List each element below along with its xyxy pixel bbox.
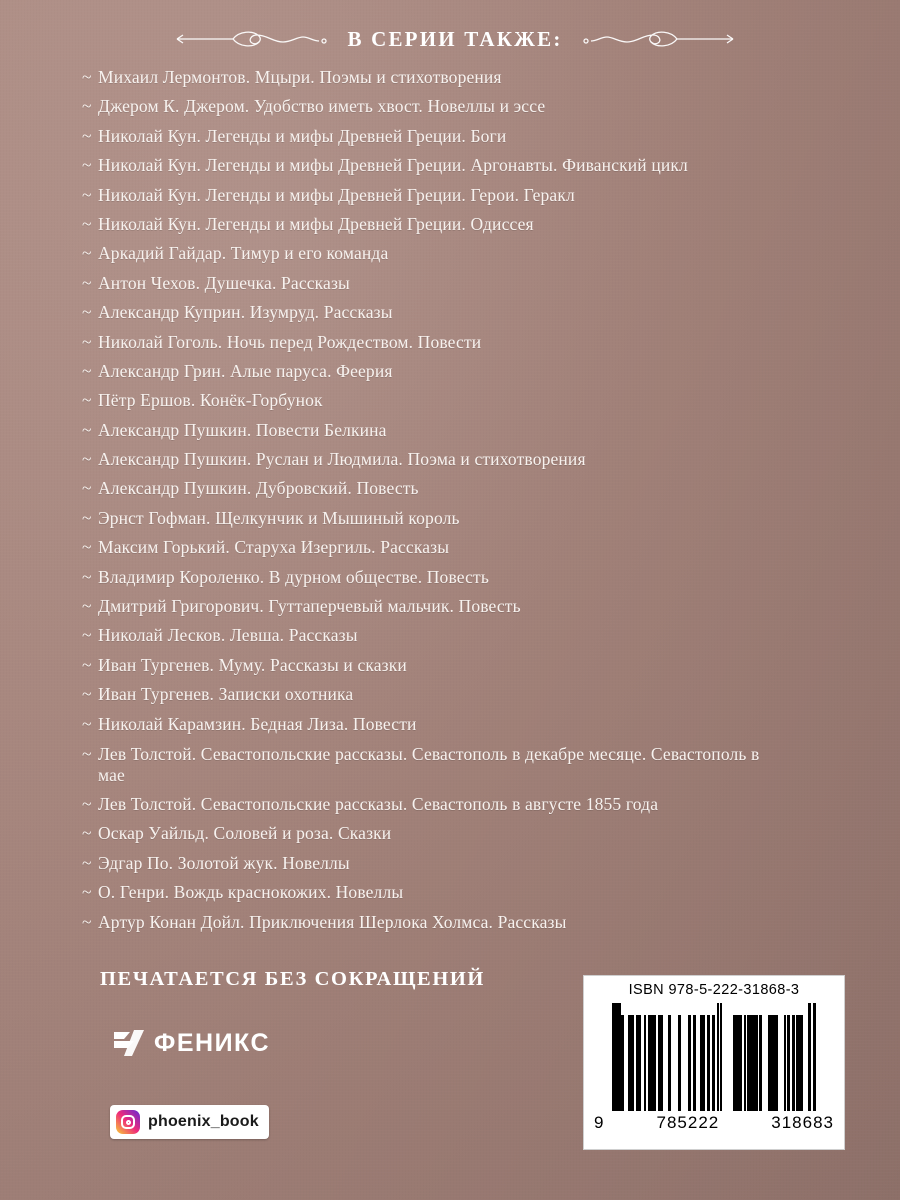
ean-group-1: 785222 [656, 1113, 720, 1132]
barcode-bars [592, 1003, 836, 1111]
list-item-label: Артур Конан Дойл. Приключения Шерлока Холмса. Рассказы [98, 911, 567, 932]
social-handle: phoenix_book [148, 1113, 259, 1130]
list-bullet: ~ [82, 537, 92, 558]
list-item-label: Михаил Лермонтов. Мцыри. Поэмы и стихотворения [98, 67, 502, 87]
list-bullet: ~ [82, 419, 92, 440]
list-item [82, 507, 860, 528]
list-item [82, 793, 860, 814]
list-bullet: ~ [82, 449, 92, 470]
list-item [82, 713, 860, 734]
list-item [82, 654, 860, 675]
list-item [82, 360, 860, 381]
list-bullet: ~ [82, 155, 92, 176]
list-item-label: Николай Кун. Легенды и мифы Древней Греции. Боги [98, 125, 507, 146]
list-item-label: Джером К. Джером. Удобство иметь хвост. Новеллы и эссе [98, 96, 546, 117]
list-bullet: ~ [82, 390, 92, 411]
list-item-label: Аркадий Гайдар. Тимур и его команда [98, 243, 389, 264]
list-item-label: Александр Куприн. Изумруд. Рассказы [98, 302, 393, 323]
list-bullet: ~ [82, 360, 92, 381]
list-item-label: Максим Горький. Старуха Изергиль. Рассказы [98, 537, 450, 558]
list-item [82, 625, 860, 646]
list-bullet: ~ [82, 743, 92, 764]
list-bullet: ~ [82, 823, 92, 844]
list-item [82, 478, 860, 499]
list-bullet: ~ [82, 213, 92, 234]
list-item-label: Николай Гоголь. Ночь перед Рождеством. Повести [98, 331, 482, 352]
list-item-label: Николай Карамзин. Бедная Лиза. Повести [98, 713, 417, 734]
list-item [82, 125, 860, 146]
list-item-label: Лев Толстой. Севастопольские рассказы. Севастополь в августе 1855 года [98, 793, 659, 814]
list-bullet: ~ [82, 684, 92, 705]
flourish-ornament-left-icon [173, 26, 333, 52]
list-item [82, 449, 860, 470]
barcode-block [583, 975, 845, 1150]
list-bullet: ~ [82, 67, 92, 87]
list-bullet: ~ [82, 793, 92, 814]
list-bullet: ~ [82, 302, 92, 323]
list-bullet: ~ [82, 96, 92, 117]
list-item [82, 96, 860, 117]
list-item-label: Иван Тургенев. Записки охотника [98, 684, 354, 705]
list-item-label: Александр Пушкин. Дубровский. Повесть [98, 478, 419, 499]
list-item-label: Лев Толстой. Севастопольские рассказы. Севастополь в декабре месяце. Севастополь в мае [98, 743, 760, 785]
list-item-label: Александр Грин. Алые паруса. Феерия [98, 360, 393, 381]
list-item [82, 852, 860, 873]
list-item [82, 155, 860, 176]
series-list [82, 67, 860, 942]
list-bullet: ~ [82, 478, 92, 499]
list-item-label: Антон Чехов. Душечка. Рассказы [98, 272, 350, 293]
list-item [82, 684, 860, 705]
isbn-label: ISBN 978-5-222-31868-3 [628, 982, 800, 998]
phoenix-logo-icon [112, 1028, 146, 1058]
publisher-block [112, 1028, 270, 1058]
list-item-label: Николай Кун. Легенды и мифы Древней Греции. Герои. Геракл [98, 184, 575, 205]
list-item-label: Иван Тургенев. Муму. Рассказы и сказки [98, 654, 407, 675]
list-item [82, 743, 788, 786]
list-bullet: ~ [82, 625, 92, 646]
publisher-name: ФЕНИКС [154, 1028, 271, 1057]
list-item-label: Николай Кун. Легенды и мифы Древней Греции. Аргонавты. Фиванский цикл [98, 155, 688, 176]
instagram-icon [116, 1110, 140, 1134]
list-item-label: Александр Пушкин. Руслан и Людмила. Поэма и стихотворения [98, 449, 586, 470]
list-bullet: ~ [82, 596, 92, 617]
ean-digits [592, 1111, 836, 1133]
list-bullet: ~ [82, 654, 92, 675]
page-title: В СЕРИИ ТАКЖЕ: [347, 26, 563, 51]
list-item [82, 419, 860, 440]
list-item [82, 390, 860, 411]
list-item-label: Эдгар По. Золотой жук. Новеллы [98, 852, 350, 873]
list-item [82, 537, 860, 558]
no-abridgement-note: ПЕЧАТАЕТСЯ БЕЗ СОКРАЩЕНИЙ [100, 968, 485, 990]
list-item [82, 243, 860, 264]
list-item-label: Оскар Уайльд. Соловей и роза. Сказки [98, 823, 392, 844]
ean-group-2: 318683 [771, 1113, 834, 1132]
flourish-ornament-right-icon [577, 26, 737, 52]
list-item [82, 302, 860, 323]
list-item [82, 911, 860, 932]
list-item [82, 272, 860, 293]
list-bullet: ~ [82, 243, 92, 264]
list-bullet: ~ [82, 507, 92, 528]
list-item-label: Николай Лесков. Левша. Рассказы [98, 625, 358, 646]
list-bullet: ~ [82, 882, 92, 903]
list-item-label: Николай Кун. Легенды и мифы Древней Греции. Одиссея [98, 213, 534, 234]
list-bullet: ~ [82, 272, 92, 293]
list-bullet: ~ [82, 331, 92, 352]
list-item [82, 331, 860, 352]
list-item [82, 213, 860, 234]
list-item-label: Пётр Ершов. Конёк-Горбунок [98, 390, 323, 411]
social-badge[interactable] [110, 1105, 269, 1139]
list-bullet: ~ [82, 566, 92, 587]
list-item [82, 823, 860, 844]
list-item-label: Дмитрий Григорович. Гуттаперчевый мальчик. Повесть [98, 596, 521, 617]
list-bullet: ~ [82, 713, 92, 734]
list-item [82, 596, 860, 617]
series-header [95, 22, 815, 56]
list-item [82, 882, 860, 903]
list-item [82, 184, 860, 205]
ean-left-digit: 9 [594, 1113, 605, 1132]
list-item-label: О. Генри. Вождь краснокожих. Новеллы [98, 882, 404, 903]
list-item [82, 566, 860, 587]
list-bullet: ~ [82, 184, 92, 205]
list-bullet: ~ [82, 911, 92, 932]
list-item-label: Эрнст Гофман. Щелкунчик и Мышиный король [98, 507, 460, 528]
list-item-label: Александр Пушкин. Повести Белкина [98, 419, 387, 440]
list-bullet: ~ [82, 852, 92, 873]
list-item [82, 67, 860, 87]
list-item-label: Владимир Короленко. В дурном обществе. Повесть [98, 566, 489, 587]
list-bullet: ~ [82, 125, 92, 146]
